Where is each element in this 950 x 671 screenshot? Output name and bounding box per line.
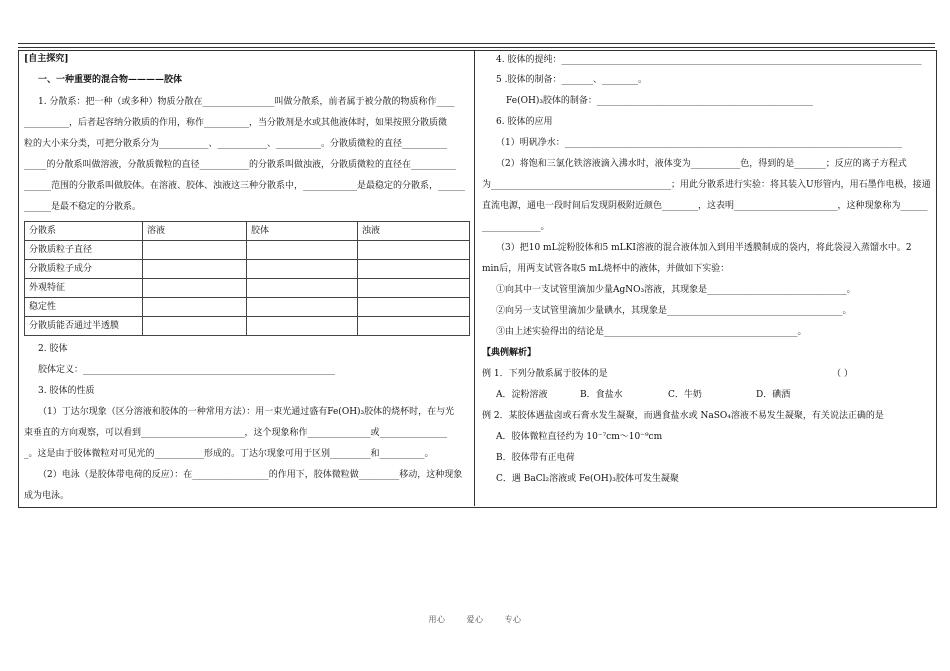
option-a: A．淀粉溶液 xyxy=(496,390,548,400)
table-header-cell: 胶体 xyxy=(247,222,358,241)
p1-line-5: ______范围的分散系叫做胶体。在溶液、胶体、浊液这三种分散系中，____________是最稳定的分散系，______ xyxy=(24,181,466,191)
table-cell[interactable] xyxy=(358,317,470,336)
colloid-properties-heading: 3. 胶体的性质 xyxy=(38,386,95,396)
answer-paren: （ ） xyxy=(832,369,853,379)
fecl3-line-4: _____________。 xyxy=(482,222,550,232)
p1-line-2: __________，后者起容纳分散质的作用，称作__________，当分散剂是水或其他液体时，如果按照分散质微 xyxy=(24,118,448,128)
colloid-definition: 胶体定义：________________________________________________________ xyxy=(38,365,336,375)
applications-heading: 6. 胶体的应用 xyxy=(496,117,553,127)
purification-line: 4. 胶体的提纯：________________________________________________________________________________ xyxy=(496,55,922,65)
dispersion-table xyxy=(24,221,470,336)
electrophoresis-line-2: 成为电泳。 xyxy=(24,491,70,501)
example-1-options xyxy=(482,385,930,406)
p1-line-4: _____的分散系叫做溶液，分散质微粒的直径___________的分散系叫做浊液，分散质微粒的直径在__________ xyxy=(24,160,457,170)
table-cell[interactable] xyxy=(143,260,247,279)
electrophoresis-line-1: （2）电泳（是胶体带电荷的反应）：在_________________的作用下，胶体微粒做_________移动，这种现象 xyxy=(38,470,463,480)
section-title: [自主探究] xyxy=(24,54,69,64)
preparation-line: 5 .胶体的制备：_______、________。 xyxy=(496,75,647,85)
starch-step-2: ②向另一支试管里滴加少量碘水，其现象是_______________________________________。 xyxy=(496,306,852,316)
table-cell[interactable] xyxy=(358,298,470,317)
column-divider xyxy=(474,50,475,506)
example-1-text: 例 1．下列分散系属于胶体的是 xyxy=(482,369,608,379)
right-column xyxy=(482,50,930,490)
example-1-question xyxy=(482,364,930,385)
footer-word: 用心 xyxy=(428,615,446,624)
feoh3-preparation-line: Fe(OH)₃胶体的制备：________________________________________________ xyxy=(506,96,813,106)
table-cell[interactable] xyxy=(143,317,247,336)
example-2-question: 例 2．某胶体遇盐卤或石膏水发生凝聚，而遇食盐水或 NaSO₄溶液不易发生凝聚，有关说法正确的是 xyxy=(482,411,884,421)
footer-word: 专心 xyxy=(504,615,522,624)
table-cell[interactable] xyxy=(247,317,358,336)
table-cell[interactable] xyxy=(143,298,247,317)
table-cell[interactable] xyxy=(247,279,358,298)
tyndall-line-3: _。这是由于胶体微粒对可见光的___________形成的。丁达尔现象可用于区别_________和__________。 xyxy=(24,449,434,459)
p1-line-3: 粒的大小来分类，可把分散系分为___________、___________、__________。分散质微粒的直径__________ xyxy=(24,139,448,149)
header-rule-top xyxy=(18,43,935,44)
table-header-cell: 分散系 xyxy=(25,222,143,241)
table-header-cell: 浊液 xyxy=(358,222,470,241)
table-row xyxy=(25,260,470,279)
table-cell[interactable] xyxy=(247,260,358,279)
table-cell[interactable] xyxy=(358,260,470,279)
table-cell[interactable] xyxy=(143,241,247,260)
colloid-heading: 2. 胶体 xyxy=(38,344,68,354)
option-d: D．碘酒 xyxy=(756,390,791,400)
example-2-option-c: C．遇 BaCl₂溶液或 Fe(OH)₃胶体可发生凝聚 xyxy=(496,474,679,484)
p1-line-1: 1. 分散系：把一种（或多种）物质分散在________________叫做分散系，前者属于被分散的物质称作____ xyxy=(38,97,455,107)
table-row xyxy=(25,241,470,260)
row-label: 分散质粒子成分 xyxy=(25,260,143,279)
table-cell[interactable] xyxy=(358,279,470,298)
starch-step-3: ③由上述实验得出的结论是___________________________________________。 xyxy=(496,327,807,337)
table-cell[interactable] xyxy=(358,241,470,260)
footer-word: 爱心 xyxy=(466,615,484,624)
row-label: 稳定性 xyxy=(25,298,143,317)
table-cell[interactable] xyxy=(143,279,247,298)
starch-step-1: ①向其中一支试管里滴加少量AgNO₃溶液，其现象是_______________________________。 xyxy=(496,285,856,295)
row-label: 分散质能否通过半透膜 xyxy=(25,317,143,336)
fecl3-line-3: 直流电源，通电一段时间后发现阴极附近颜色________，这表明_______________________，这种现象称为______ xyxy=(482,201,928,211)
page-footer xyxy=(0,614,950,625)
alum-line: （1）明矾净水：___________________________________________________________________________ xyxy=(496,138,903,148)
header-rule-bottom xyxy=(18,47,935,48)
fecl3-line-1: （2）将饱和三氯化铁溶液滴入沸水时，液体变为___________色，得到的是_______；反应的离子方程式 xyxy=(496,159,907,169)
p1-line-6: ______是最不稳定的分散系。 xyxy=(24,202,142,212)
table-header-cell: 溶液 xyxy=(143,222,247,241)
row-label: 分散质粒子直径 xyxy=(25,241,143,260)
table-header-row xyxy=(25,222,470,241)
table-cell[interactable] xyxy=(247,241,358,260)
example-2-option-a: A．胶体微粒直径约为 10⁻⁷cm～10⁻⁹cm xyxy=(496,432,663,442)
option-b: B．食盐水 xyxy=(580,390,623,400)
option-c: C．牛奶 xyxy=(668,390,702,400)
table-row xyxy=(25,279,470,298)
starch-line-1: （3）把10 mL淀粉胶体和5 mLKI溶液的混合液体加入到用半透膜制成的袋内，将此袋浸入蒸馏水中。2 xyxy=(496,243,912,253)
table-row xyxy=(25,317,470,336)
fecl3-line-2: 为________________________________________；用此分散系进行实验：将其装入U形管内，用石墨作电极，接通 xyxy=(482,180,931,190)
left-column xyxy=(24,50,470,507)
table-cell[interactable] xyxy=(247,298,358,317)
row-label: 外观特征 xyxy=(25,279,143,298)
example-2-option-b: B．胶体带有正电荷 xyxy=(496,453,575,463)
tyndall-line-2: 束垂直的方向观察，可以看到_______________________，这个现象称作______________或_______________ xyxy=(24,428,448,438)
tyndall-line-1: （1）丁达尔现象（区分溶液和胶体的一种常用方法）：用一束光通过盛有Fe(OH)₃胶体的烧杯时，在与光 xyxy=(38,407,455,417)
table-row xyxy=(25,298,470,317)
starch-line-2: min后，用两支试管各取5 mL烧杯中的液体，并做如下实验： xyxy=(482,264,730,274)
chapter-heading: 一、一种重要的混合物————胶体 xyxy=(38,75,183,85)
examples-title: 【典例解析】 xyxy=(482,348,537,358)
